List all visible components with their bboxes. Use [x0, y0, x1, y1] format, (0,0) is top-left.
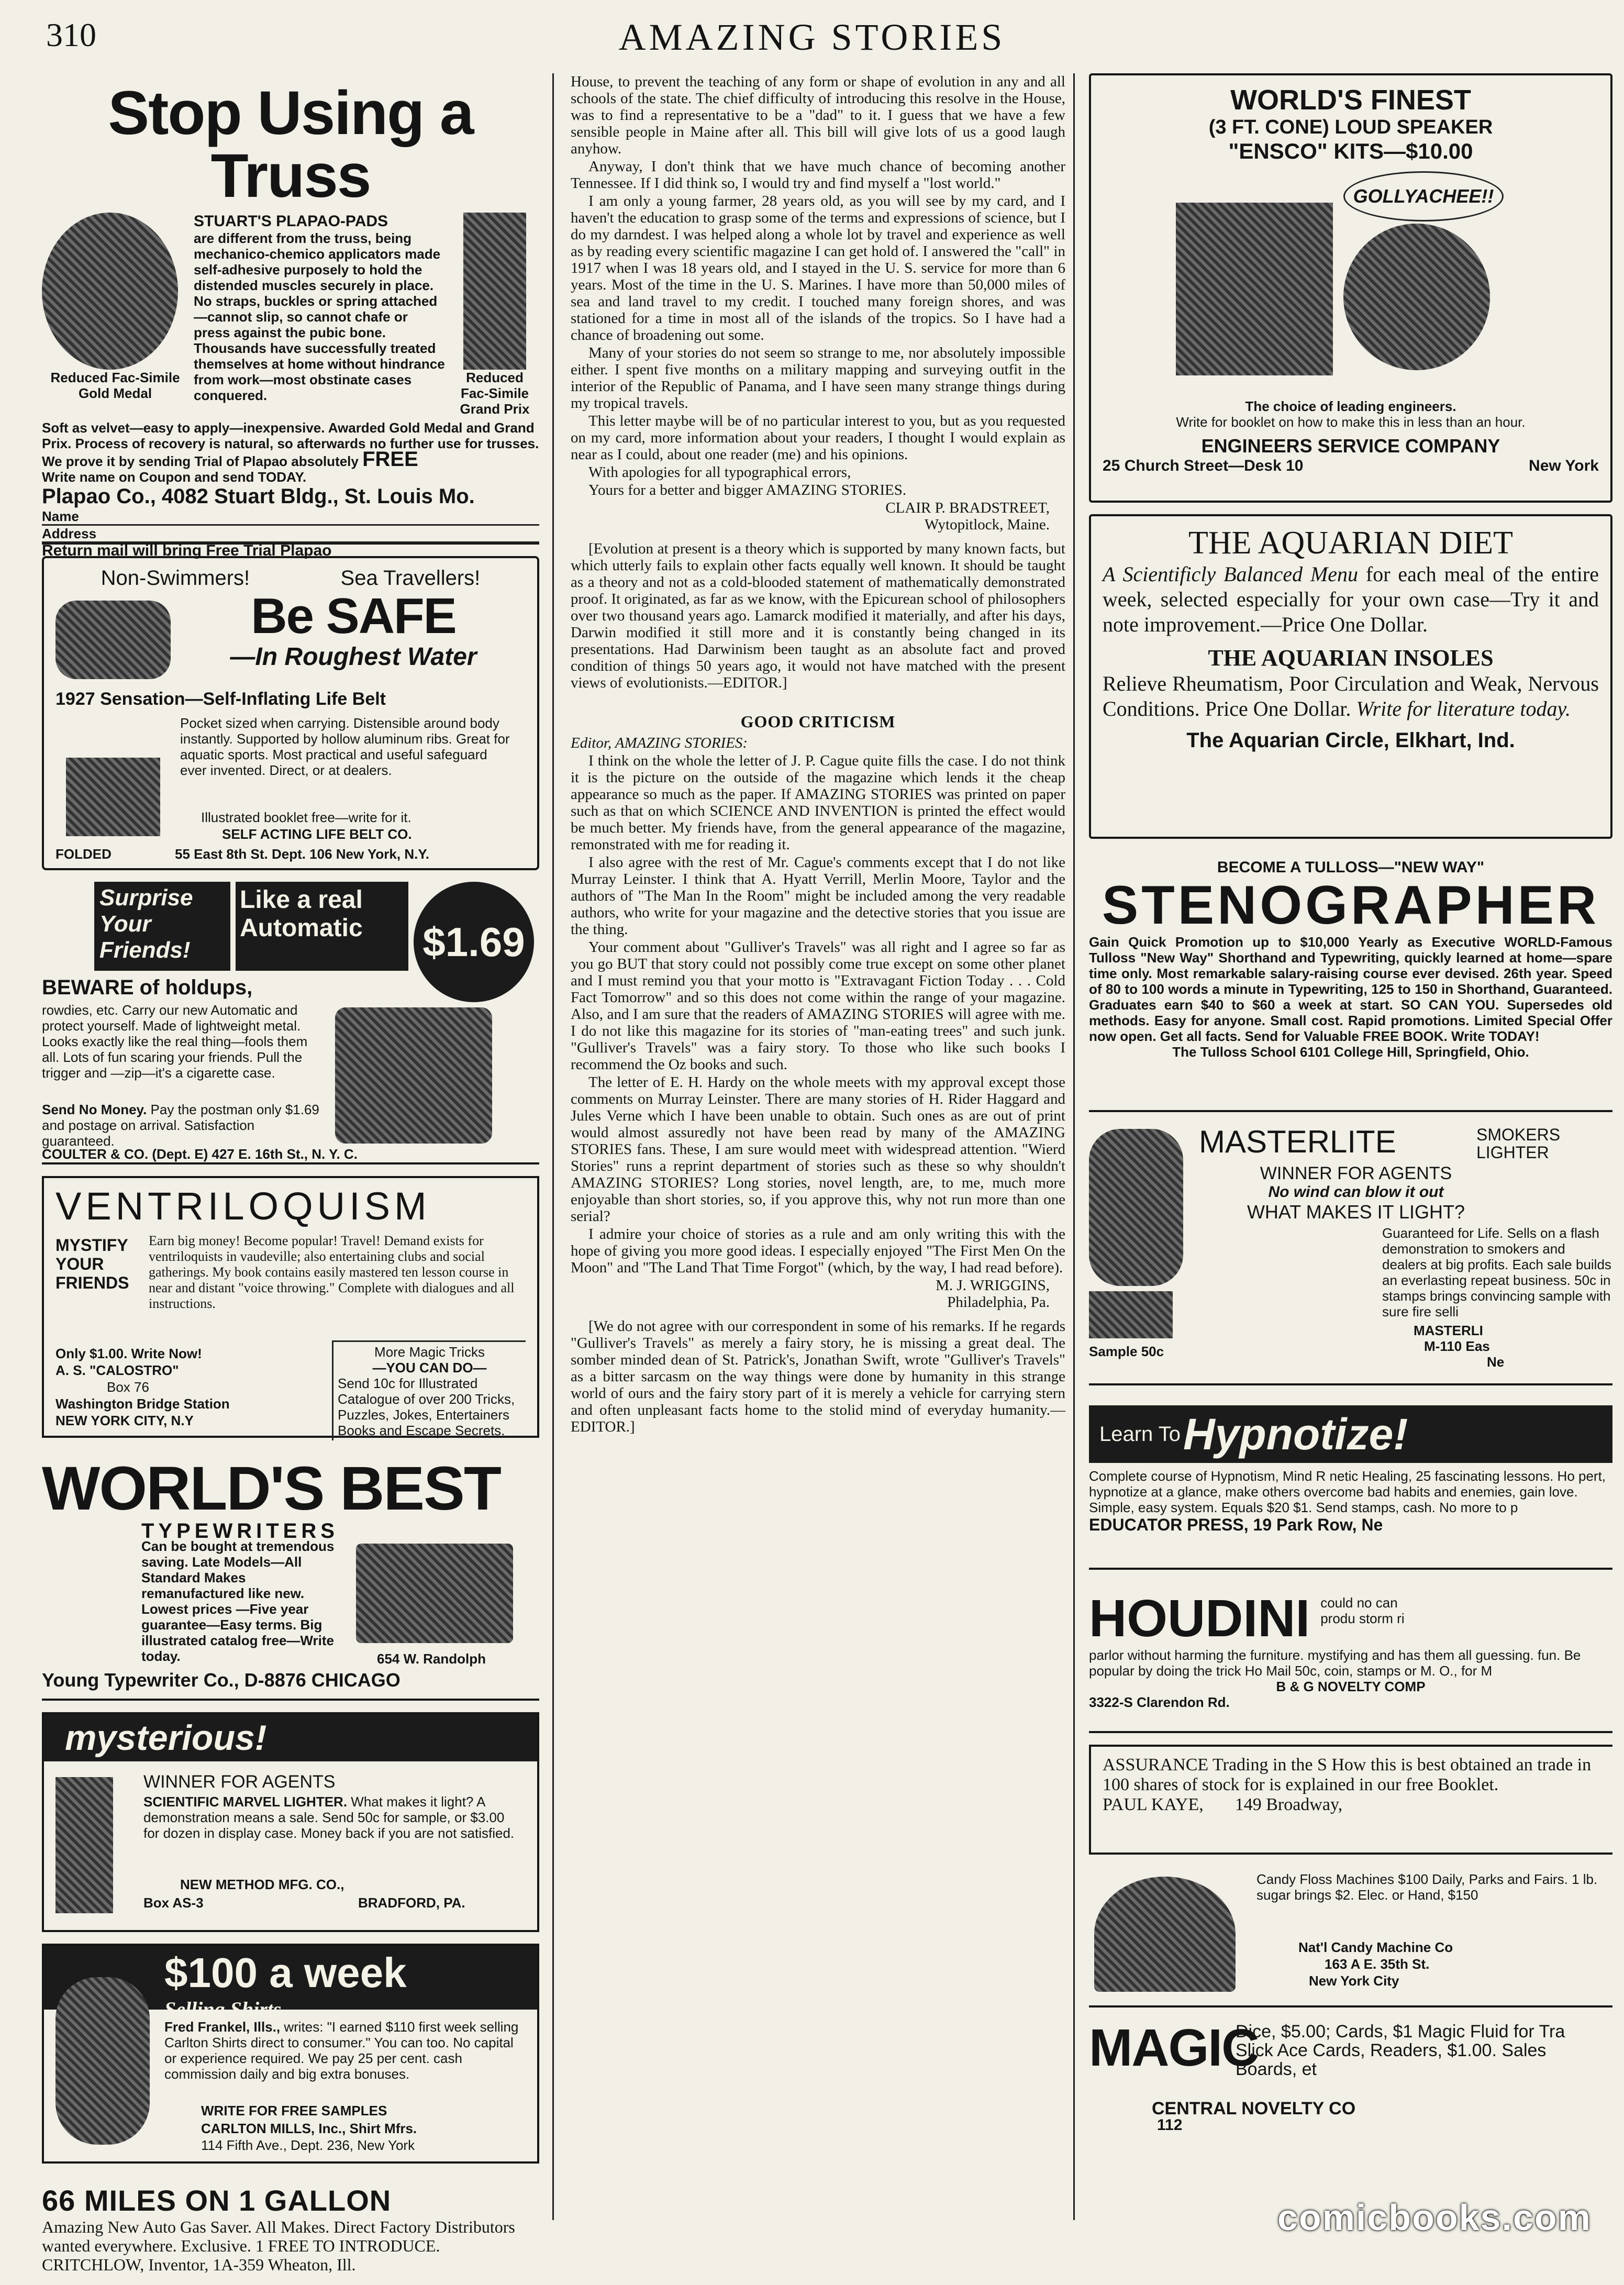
masterlite-tag-3: WHAT MAKES IT LIGHT?	[1247, 1201, 1465, 1223]
letter-one-paragraph: Yours for a better and bigger AMAZING STORIES.	[588, 482, 907, 498]
gallon-headline: 66 MILES ON 1 GALLON	[42, 2184, 392, 2217]
calostro-address-2: NEW YORK CITY, N.Y	[55, 1413, 194, 1428]
truss-brand: STUART'S PLAPAO-PADS	[194, 213, 388, 230]
truss-body-2: Soft as velvet—easy to apply—inexpensive. Awarded Gold Medal and Grand Prix. Process of recovery is natural, so afterwards no further use for trusses. We prove it by sending Trial of Plapao absolutely	[42, 420, 539, 469]
lighter-ad	[42, 1712, 539, 1932]
worlds-finest-headline: WORLD'S FINEST	[1230, 84, 1471, 116]
candy-city: New York City	[1309, 1973, 1399, 1989]
magic-company: CENTRAL NOVELTY CO	[1152, 2099, 1356, 2118]
truss-body: are different from the truss, being mechanico-chemico applicators made self-adhesive purposely to hold the distended muscles securely in place. No straps, buckles or spring attached —cannot slip, so cannot chafe or press against the pubic bone. Thousands have successfully treated themselves at home without hindrance from work—most obstinate cases conquered.	[194, 230, 445, 403]
steno-address: The Tulloss School 6101 College Hill, Springfield, Ohio.	[1172, 1044, 1529, 1060]
truss-ad	[42, 73, 539, 559]
lighter-city: BRADFORD, PA.	[358, 1895, 465, 1911]
letter-two-paragraph: Your comment about "Gulliver's Travels" was all right and I agree so far as you go BUT that story could not possibly come true except on some other planet and I must remind you that your motto is "Extravagant Fiction Today . . . Cold Fact Tomorrow" and so this does not come within the range of your magazine. Also, and I am sure that the readers of AMAZING STORIES will agree with me. I do not like this magazine for its stories of "man-eating trees" and such junk. "Gulliver's Travels" was a fairy story. To those who like such books I recommend the Oz books and such.	[571, 939, 1065, 1073]
letter-two-location: Philadelphia, Pa.	[947, 1294, 1050, 1311]
speaker-address: 25 Church Street—Desk 10	[1103, 457, 1304, 474]
lighter-company: NEW METHOD MFG. CO.,	[180, 1877, 344, 1892]
calostro-box: Box 76	[107, 1379, 149, 1395]
letter-two	[571, 735, 1065, 1435]
hypnotize-headline: Hypnotize!	[1183, 1409, 1408, 1459]
lifebelt-ad	[42, 556, 539, 870]
lighter-tag: WINNER FOR AGENTS	[143, 1772, 336, 1792]
typewriter-image	[356, 1544, 513, 1643]
typewriters-company: Young Typewriter Co., D-8876 CHICAGO	[42, 1669, 401, 1691]
typewriters-body: Can be bought at tremendous saving. Late Models—All Standard Makes remanufactured like new. Lowest prices —Five year guarantee—Easy terms. Big illustrated catalog free—Write today.	[141, 1538, 335, 1664]
pistol-body-2: Pay the postman only $1.69 and postage on arrival. Satisfaction guaranteed.	[42, 1102, 319, 1149]
non-swimmers-text: Non-Swimmers!	[101, 567, 250, 590]
gollyachee-balloon: GOLLYACHEE!!	[1343, 171, 1504, 221]
masterlite-company: MASTERLI	[1414, 1323, 1483, 1338]
masterlite-side: SMOKERS LIGHTER	[1476, 1125, 1561, 1162]
letter-one-paragraph: Many of your stories do not seem so strange to me, nor absolutely impossible either. I spent five months on a military mapping and surveying outfit in the interior of the Republic of Panama, and I have seen many strange things during my tropical travels.	[571, 345, 1065, 412]
editor-reply-one: [Evolution at present is a theory which is supported by many known facts, but which utterly fails to explain other facts equally well known. It should be taught as a theory and not as a cold-blooded statement of mathematically demonstrated proof. It originated, as far as we know, with the Epicurean school of philosophers over two thousand years ago. Lamarck modified it materially, and after his days, Darwin modified it still more and it is constantly being changed in its presentations. Had Darwinism been taught as an absolute fact and proved condition of things 50 years ago, it would not have matched with the present views of evolutionists.—EDITOR.]	[571, 540, 1065, 691]
fred-frankel-photo	[55, 1977, 150, 2145]
masterlite-city: Ne	[1487, 1354, 1505, 1370]
selling-shirts-sub: Selling Shirts	[164, 1998, 282, 2021]
send-no-money: Send No Money.	[42, 1102, 147, 1117]
steno-body: Gain Quick Promotion up to $10,000 Yearly as Executive WORLD-Famous Tulloss "New Way" Shorthand and Typewriting, quickly learned at home—spare time only. Most remarkable salary-raising course ever devised. 26th year. Speed of 80 to 100 words a minute in Typewriting, 125 to 150 in Shorthand, Guaranteed. Graduates earn $40 to $60 a week at start. SO CAN YOU. Supersedes old methods. Easy for anyone. Small cost. Rapid promotions. Limited Special Offer now open. Get all facts. Send for Valuable FREE BOOK. Write TODAY!	[1089, 934, 1612, 1044]
gallon-body: Amazing New Auto Gas Saver. All Makes. Direct Factory Distributors wanted everywhere. Exclusive. 1 FREE TO INTRODUCE. CRITCHLOW, Inventor, 1A-359 Wheaton, Ill.	[42, 2217, 515, 2274]
masterlite-sample: Sample 50c	[1089, 1344, 1164, 1359]
aquarian-ad	[1089, 514, 1612, 839]
grand-prix-caption: Reduced Fac-Simile Grand Prix	[460, 370, 530, 417]
aquarian-insoles-body: Relieve Rheumatism, Poor Circulation and Weak, Nervous Conditions. Price One Dollar.	[1103, 672, 1599, 720]
speaker-company: ENGINEERS SERVICE COMPANY	[1201, 435, 1500, 457]
good-criticism-heading: GOOD CRITICISM	[740, 712, 896, 731]
lifebelt-tagline: 1927 Sensation—Self-Inflating Life Belt	[55, 689, 386, 709]
stenographer-ad	[1089, 850, 1612, 1112]
masterlite-ad	[1089, 1124, 1612, 1385]
truss-headline: Stop Using a Truss	[108, 79, 473, 210]
magic-tricks-sub: —YOU CAN DO—	[372, 1360, 487, 1376]
pistol-price: $1.69	[414, 882, 534, 1002]
watermark-text: comicbooks.com	[1277, 2197, 1592, 2238]
candy-address: 163 A E. 35th St.	[1325, 1956, 1430, 1972]
shirts-ad	[42, 1944, 539, 2164]
aquarian-diet-italic: A Scientificly Balanced Menu	[1103, 562, 1359, 586]
lighter-body: What makes it light? A demonstration means a sale. Send 50c for sample, or $3.00 for dozen in display case. Money back if you are not satisfied.	[143, 1794, 515, 1841]
lifebelt-company: SELF ACTING LIFE BELT CO.	[222, 826, 412, 842]
masterlite-tag: WINNER FOR AGENTS	[1260, 1163, 1452, 1183]
worlds-best-headline: WORLD'S BEST	[42, 1454, 500, 1523]
lighter-image	[55, 1777, 113, 1913]
shirts-company: CARLTON MILLS, Inc., Shirt Mfrs.	[201, 2121, 417, 2136]
ventriloquism-body: Earn big money! Become popular! Travel! Demand exists for ventriloquists in vaudeville; also entertaining clubs and social gatherings. My book contains easily mastered ten lesson course in near and distant "voice throwing." Complete with dialogues and all instructions.	[149, 1233, 515, 1311]
houdini-address: 3322-S Clarendon Rd.	[1089, 1694, 1230, 1710]
column-rule-right	[1073, 73, 1075, 2220]
lighter-sample-image	[1089, 1291, 1173, 1338]
right-ad-column	[1089, 73, 1612, 2225]
magic-address: 112	[1157, 2116, 1183, 2134]
speaker-ad	[1089, 73, 1612, 503]
houdini-headline: HOUDINI	[1089, 1589, 1310, 1648]
speaker-sub-2: "ENSCO" KITS—$10.00	[1228, 139, 1473, 163]
masterlite-headline: MASTERLITE	[1199, 1124, 1396, 1159]
masterlite-address: M-110 Eas	[1424, 1338, 1490, 1354]
candy-machine-image	[1094, 1877, 1236, 1992]
mysterious-headline: mysterious!	[44, 1714, 537, 1761]
ventriloquism-ad	[42, 1176, 539, 1438]
letter-one-paragraph: Anyway, I don't think that we have much chance of becoming another Tennessee. If I did think so, I would try and find myself a "lost world."	[571, 158, 1065, 192]
calostro-name: A. S. "CALOSTRO"	[55, 1362, 179, 1378]
letter-one	[571, 73, 1065, 691]
gold-medal-image	[42, 213, 178, 370]
letter-one-paragraph: This letter maybe will be of no particular interest to you, but as you requested on my card, more information about your readers, I thought I would explain as near as I could, about one reader (me) and his opinions.	[571, 413, 1065, 463]
sea-travellers-text: Sea Travellers!	[340, 567, 481, 590]
gold-medal-caption: Reduced Fac-Simile Gold Medal	[50, 370, 180, 401]
letters-column	[571, 73, 1065, 2225]
editor-reply-two: [We do not agree with our correspondent in some of his remarks. If he regards "Gulliver's Travels" as merely a fairy story, he is missing a great deal. The somber minded dean of St. Patrick's, Jonathan Swift, wrote "Gulliver's Travels" as a bitter sarcasm on the way things were done by humanity in this strange world of ours and the fairy story part of it is merely a vehicle for carrying stern and often unpleasant facts home to the stolid mind of everyday humanity.—EDITOR.]	[571, 1318, 1065, 1435]
letter-one-paragraph: With apologies for all typographical errors,	[588, 464, 851, 481]
lifebelt-folded-image	[66, 758, 160, 836]
lighter-box: Box AS-3	[143, 1895, 204, 1911]
speaker-body: Write for booklet on how to make this in less than an hour.	[1176, 414, 1526, 430]
ventriloquism-headline: VENTRILOQUISM	[55, 1184, 431, 1228]
assurance-ad	[1089, 1745, 1612, 1855]
hypnotize-ad	[1089, 1397, 1612, 1570]
speaker-caption: The choice of leading engineers.	[1245, 398, 1456, 414]
masterlite-tag-2: No wind can blow it out	[1268, 1183, 1444, 1201]
magazine-title: AMAZING STORIES	[618, 16, 1006, 58]
speaker-city: New York	[1529, 457, 1599, 474]
be-safe-subhead: —In Roughest Water	[230, 643, 477, 671]
letter-two-paragraph: I admire your choice of stories as a rule and am only writing this with the hope of giving you more good ideas. I especially enjoyed "The First Men On the Moon" and "The Land That Time Forgot" (which, by the way, I had read before).	[571, 1226, 1065, 1276]
letter-two-signature: M. J. WRIGGINS,	[936, 1277, 1050, 1294]
pistol-ad	[42, 882, 539, 1164]
speaker-sub-1: (3 FT. CONE) LOUD SPEAKER	[1208, 116, 1493, 138]
houdini-company: B & G NOVELTY COMP	[1276, 1679, 1426, 1694]
calostro-address-1: Washington Bridge Station	[55, 1396, 230, 1412]
letter-one-paragraph: House, to prevent the teaching of any form or shape of evolution in any and all schools of the state. The chief difficulty of introducing this resolve in the House, was to find a representative to be a "dad" to it. I guess that we have a few sensible people in Maine after all. This bill will give lots of us a good laugh anyhow.	[571, 73, 1065, 157]
lifebelt-address: 55 East 8th St. Dept. 106 New York, N.Y.	[175, 846, 430, 862]
page-number: 310	[46, 16, 96, 53]
typewriters-address: 654 W. Randolph	[377, 1651, 486, 1667]
automatic-headline: Like a real Automatic	[236, 882, 408, 971]
cartoon-character-image	[1343, 224, 1490, 370]
candy-company: Nat'l Candy Machine Co	[1298, 1939, 1453, 1955]
assurance-body: ASSURANCE Trading in the S How this is best obtained an trade in 100 shares of stock for is explained in our free Booklet.	[1103, 1755, 1592, 1794]
quote-name: Fred Frankel, Ills.,	[164, 2019, 281, 2035]
left-ad-column	[42, 73, 539, 2274]
speaker-kit-image	[1176, 203, 1333, 375]
candy-body: Candy Floss Machines $100 Daily, Parks and Fairs. 1 lb. sugar brings $2. Elec. or Hand, $150	[1256, 1871, 1598, 1903]
hypnotize-body: Complete course of Hypnotism, Mind R netic Healing, 25 fascinating lessons. Ho pert, hypnotize at a glance, make others overcome bad habits and enemies, gain love. Simple, easy system. Equals $20 $1. Send stamps, cash. No more to p	[1089, 1468, 1606, 1515]
beware-text: BEWARE of holdups,	[42, 976, 253, 999]
coupon-name-label: Name	[42, 508, 79, 524]
houdini-ad	[1089, 1581, 1612, 1733]
column-rule-left	[552, 73, 554, 2220]
typewriters-sub: TYPEWRITERS	[141, 1519, 339, 1543]
assurance-name: PAUL KAYE,	[1103, 1795, 1204, 1814]
lighter-product: SCIENTIFIC MARVEL LIGHTER.	[143, 1794, 348, 1810]
truss-address: Plapao Co., 4082 Stuart Bldg., St. Louis Mo.	[42, 485, 475, 508]
assurance-address: 149 Broadway,	[1234, 1795, 1343, 1814]
letter-one-paragraph: I am only a young farmer, 28 years old, as you will see by my card, and I haven't the education to grasp some of the terms and expressions of science, but I do my darndest. I was helped along a whole lot by travel and experience as well as by reading every scientific magazine I can get hold of. I answered the "call" in 1917 when I was 18 years old, and I stayed in the U. S. service for more than 6 years. Most of the time in the U. S. Marines. I have more than 50,000 miles of sea and land travel to my credit. I touched many foreign shores, and was stationed for a time in most all of the islands of the tropics. So I have had a chance of broadening out some.	[571, 193, 1065, 343]
steno-top: BECOME A TULLOSS—"NEW WAY"	[1217, 859, 1485, 876]
mystify-text: MYSTIFY YOUR FRIENDS	[55, 1236, 129, 1292]
stenographer-headline: STENOGRAPHER	[1102, 875, 1600, 936]
smoker-image	[1089, 1129, 1183, 1286]
houdini-side: could no can produ storm ri	[1320, 1595, 1405, 1626]
lifebelt-booklet: Illustrated booklet free—write for it.	[201, 809, 411, 825]
shirts-quote: writes: "I earned $110 first week selling Carlton Shirts direct to consumer." You can too. No capital or experience required. We pay 25 per cent. cash commission daily and big extra bonuses.	[164, 2019, 519, 2082]
letter-two-paragraph: The letter of E. H. Hardy on the whole meets with my approval except those comments on Murray Leinster. There are many stories of H. Rider Haggard and Jules Verne which I have been unable to obtain. Such ones as are out of print would almost assuredly not have been read by many of the AMAZING STORIES fans. These, I am sure would meet with widespread attention. "Wierd Stories" runs a reprint department of stories such as these so why shouldn't AMAZING STORIES? Long stories, novel length, are, to me, much more enjoyable than short stories, so, if you approve this, why not run more than one serial?	[571, 1074, 1065, 1225]
truss-footer: Return mail will bring Free Trial Plapao	[42, 542, 332, 559]
pistol-image	[335, 1007, 492, 1144]
candy-floss-ad	[1089, 1866, 1612, 2007]
shirts-cta: WRITE FOR FREE SAMPLES	[201, 2103, 387, 2118]
gas-saver-ad	[42, 2175, 539, 2285]
magic-tricks-body: Send 10c for Illustrated Catalogue of over 200 Tricks, Puzzles, Jokes, Entertainers Books and Escape Secrets.	[338, 1376, 515, 1438]
magic-body: Dice, $5.00; Cards, $1 Magic Fluid for Tra Slick Ace Cards, Readers, $1.00. Sales Boards, et	[1236, 2022, 1565, 2079]
magic-tricks-title: More Magic Tricks	[374, 1344, 485, 1360]
pistol-body: rowdies, etc. Carry our new Automatic and protect yourself. Made of lightweight metal. Looks exactly like the real thing—fools them all. Lots of fun scaring your friends. Pull the trigger and —zip—it's a cigarette case.	[42, 1002, 308, 1081]
shirts-address: 114 Fifth Ave., Dept. 236, New York	[201, 2137, 415, 2153]
hypnotize-address: EDUCATOR PRESS, 19 Park Row, Ne	[1089, 1515, 1383, 1534]
houdini-body: parlor without harming the furniture. mystifying and has them all guessing. fun. Be popular by doing the trick Ho Mail 50c, coin, stamps or M. O., for M	[1089, 1647, 1581, 1679]
letter-two-salutation: Editor, AMAZING STORIES:	[571, 735, 748, 751]
surprise-headline: Surprise Your Friends!	[94, 882, 230, 971]
lifebelt-worn-image	[55, 601, 171, 679]
folded-label: FOLDED	[55, 846, 112, 862]
magic-ad	[1089, 2019, 1612, 2134]
letter-two-paragraph: I also agree with the rest of Mr. Cague's comments except that I do not like Murray Leinster. I think that A. Hyatt Verrill, Merlin Moore, Taylor and the authors of "The Man In the Room" might be included among the very readable authors, who write for your magazine and the detective stories that you issue are the thing.	[571, 854, 1065, 938]
typewriters-ad	[42, 1449, 539, 1701]
truss-write: Write name on Coupon and send TODAY.	[42, 469, 307, 485]
letter-one-location: Wytopitlock, Maine.	[924, 516, 1050, 533]
letter-two-paragraph: I think on the whole the letter of J. P. Cague quite fills the case. I do not think it is the picture on the outside of the magazine which lends it the cheap appearance so much as the paper. If AMAZING STORIES was printed on paper such as that on which SCIENCE AND INVENTION is printed the effect would be much better. My friends have, from the general appearance of the magazine, remonstrated with me for reading it.	[571, 752, 1065, 853]
ventriloquism-price: Only $1.00. Write Now!	[55, 1346, 202, 1361]
learn-to-label: Learn To	[1099, 1423, 1181, 1446]
letter-one-signature: CLAIR P. BRADSTREET,	[885, 500, 1050, 516]
free-label: FREE	[362, 448, 418, 471]
be-safe-headline: Be SAFE	[251, 588, 456, 644]
aquarian-diet-body: for each meal of the entire week, selected especially for your own case—Try it and note improvement.—Price One Dollar.	[1103, 562, 1599, 636]
magic-tricks-box	[332, 1340, 526, 1440]
masterlite-body: Guaranteed for Life. Sells on a flash demonstration to smokers and dealers at big profits. Each sale builds an everlasting repeat business. 50c in stamps brings convincing sample with sure fire selli	[1382, 1225, 1611, 1319]
lifebelt-body: Pocket sized when carrying. Distensible around body instantly. Supported by hollow aluminum ribs. Great for aquatic sports. Most practical and useful safeguard ever invented. Direct, or at dealers.	[180, 715, 510, 778]
aquarian-diet-headline: THE AQUARIAN DIET	[1188, 525, 1513, 561]
aquarian-company: The Aquarian Circle, Elkhart, Ind.	[1186, 729, 1515, 752]
aquarian-insoles-italic: Write for literature today.	[1356, 697, 1571, 720]
hundred-a-week-headline: $100 a week	[164, 1949, 407, 1996]
aquarian-insoles-headline: THE AQUARIAN INSOLES	[1208, 645, 1494, 671]
grand-prix-image	[463, 213, 526, 370]
pistol-address: COULTER & CO. (Dept. E) 427 E. 16th St., N. Y. C.	[42, 1146, 358, 1162]
coupon-address-label: Address	[42, 526, 97, 541]
magic-headline: MAGIC	[1089, 2018, 1259, 2077]
